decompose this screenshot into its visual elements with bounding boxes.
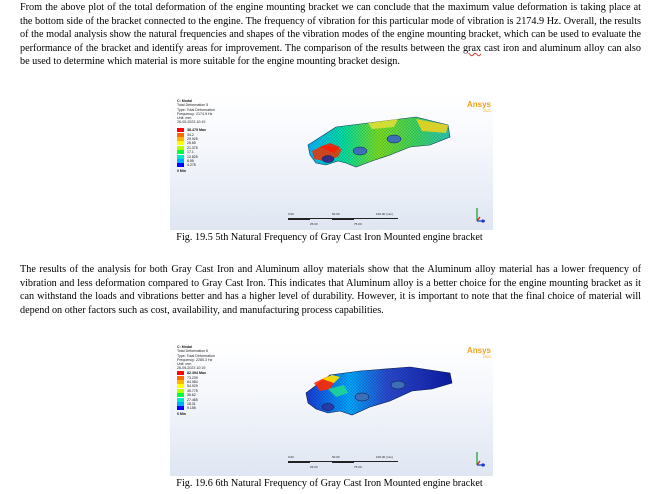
info-line: 26-05-2023 10:19 (177, 366, 206, 371)
figure-caption: Fig. 19.6 6th Natural Frequency of Gray Cast Iron Mounted engine bracket (176, 478, 483, 489)
figure-caption: Fig. 19.5 5th Natural Frequency of Gray Cast Iron Mounted engine bracket (176, 232, 483, 243)
paragraph-text: From the above plot of the total deformation of the engine mounting bracket we can conclude that the maximum value deformation is taking place at the bottom side of the bracket connected to the engine. The frequency of vibration for this particular mode of vibration is 2174.9 Hz. Overall, the results of the modal analysis show the natural frequencies and shapes of the vibration modes of the engine mounting bracket, which can be used to evaluate the performance of the bracket and identify areas for improvement. The comparison of the results between the (20, 2, 641, 54)
legend-swatch (177, 146, 184, 150)
legend-swatch (177, 393, 184, 397)
bracket-mesh-model (300, 349, 460, 444)
analysis-title: C: Modal (177, 99, 193, 103)
figure-5th-mode (170, 95, 493, 230)
analysis-title: C: Modal (177, 345, 193, 349)
legend-max: 82.394 Max (187, 371, 206, 376)
brand-version: 2021 (483, 109, 491, 113)
legend-swatch (177, 398, 184, 402)
legend-swatch (177, 137, 184, 141)
scale-label: 50.00 (332, 455, 340, 459)
brand-name: Ansys (466, 346, 491, 355)
contour-legend (177, 371, 217, 416)
figure-info-block (177, 99, 215, 125)
brand-version: 2021 (483, 355, 491, 359)
legend-swatch (177, 163, 184, 167)
misspelled-word[interactable]: grax (462, 42, 482, 54)
legend-value: 18.31 (187, 401, 196, 406)
info-line: Frequency: 2285.3 Hz (177, 357, 213, 362)
legend-swatch (177, 150, 184, 154)
figure-6th-mode (170, 341, 493, 476)
legend-swatch (177, 380, 184, 384)
scale-label: 0.00 (288, 455, 294, 459)
brand-name: Ansys (466, 100, 491, 109)
legend-swatch (177, 133, 184, 137)
legend-swatch (177, 389, 184, 393)
scale-bar (288, 455, 398, 469)
scale-label: 50.00 (332, 212, 340, 216)
legend-max: 38.479 Max (187, 128, 206, 133)
legend-swatch (177, 376, 184, 380)
legend-value: 8.55 (187, 158, 194, 163)
legend-value: 29.925 (187, 136, 198, 141)
ansys-logo (467, 100, 491, 113)
legend-value: 17.1 (187, 150, 194, 155)
legend-swatch (177, 406, 184, 410)
legend-value: 45.775 (187, 388, 198, 393)
legend-value: 34.2 (187, 132, 194, 137)
ansys-logo (467, 346, 491, 359)
info-line: 26-05-2023 10:19 (177, 120, 206, 125)
scale-label: 100.00 (mm) (376, 212, 394, 216)
legend-swatch (177, 384, 184, 388)
legend-swatch (177, 159, 184, 163)
legend-min: 0 Min (177, 411, 186, 416)
scale-label: 100.00 (mm) (376, 455, 394, 459)
legend-swatch (177, 155, 184, 159)
info-line: Type: Total Deformation (177, 353, 215, 358)
scale-sublabel: 25.00 (310, 222, 318, 226)
legend-min: 0 Min (177, 168, 186, 173)
legend-swatch (177, 141, 184, 145)
paragraph-mode5-discussion (20, 1, 641, 69)
axis-triad-icon (473, 449, 487, 469)
info-line: Frequency: 2174.9 Hz (177, 111, 213, 116)
legend-value: 64.084 (187, 379, 198, 384)
legend-value: 21.375 (187, 145, 198, 150)
legend-value: 27.465 (187, 397, 198, 402)
scale-label: 0.00 (288, 212, 294, 216)
scale-sublabel: 75.00 (354, 222, 362, 226)
legend-value: 54.929 (187, 384, 198, 389)
figure-info-block (177, 345, 215, 371)
info-line: Total Deformation 5 (177, 103, 209, 108)
legend-value: 36.62 (187, 393, 196, 398)
scale-sublabel: 25.00 (310, 465, 318, 469)
legend-value: 4.275 (187, 163, 196, 168)
paragraph-text: cast iron and aluminum alloy can also be used to determine which material is more suitable for the engine mounting bracket design. (20, 42, 641, 68)
legend-value: 9.155 (187, 406, 196, 411)
legend-swatch (177, 402, 184, 406)
scale-bar (288, 212, 398, 226)
info-line: Type: Total Deformation (177, 107, 215, 112)
info-line: Unit: mm (177, 116, 192, 121)
contour-legend (177, 128, 217, 173)
axis-triad-icon (473, 205, 487, 225)
legend-swatch (177, 128, 184, 132)
legend-value: 12.825 (187, 154, 198, 159)
bracket-mesh-model (298, 105, 458, 200)
info-line: Total Deformation 6 (177, 349, 209, 354)
legend-value: 73.239 (187, 375, 198, 380)
info-line: Unit: mm (177, 362, 192, 367)
legend-value: 25.65 (187, 141, 196, 146)
scale-sublabel: 75.00 (354, 465, 362, 469)
legend-swatch (177, 371, 184, 375)
paragraph-material-comparison: The results of the analysis for both Gray Cast Iron and Aluminum alloy materials show that the Aluminum alloy material has a lower frequency of vibration and less deformation compared to Gray Cast Iron. This indicates that Aluminum alloy is a better choice for the engine mounting bracket as it can withstand the loads and vibrations better and has a higher level of durability. However, it is important to note that the final choice of material will depend on other factors such as cost, availability, and manufacturing process capabilities. (20, 264, 641, 316)
